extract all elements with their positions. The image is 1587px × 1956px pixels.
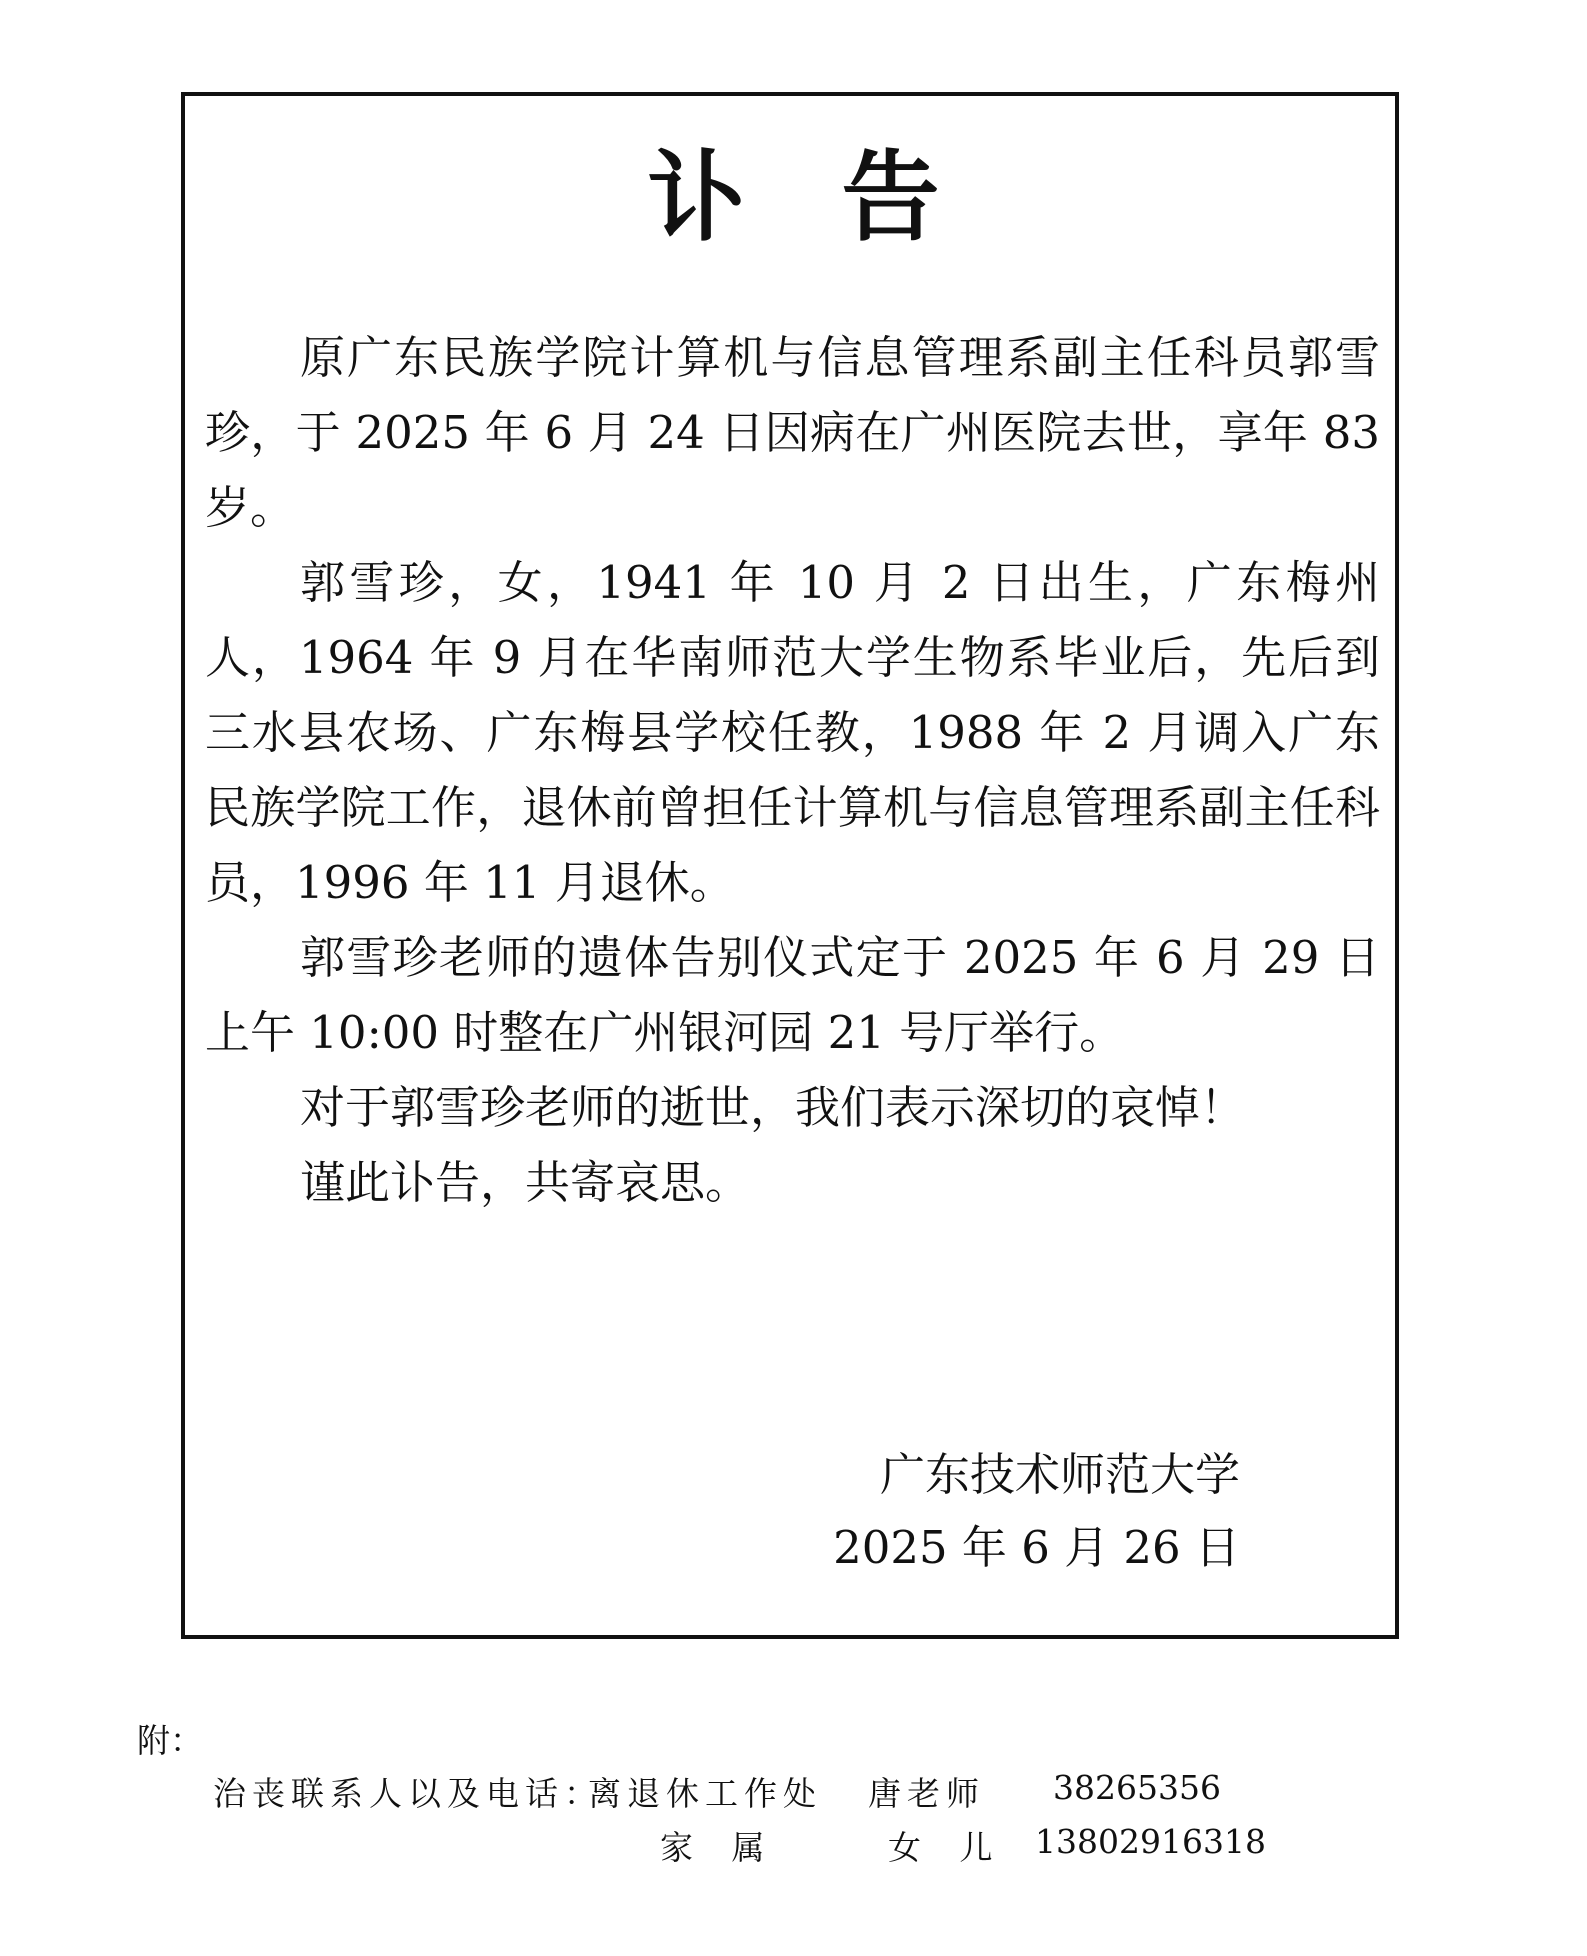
contact-person-2: 女 儿: [888, 1828, 1007, 1867]
signature-organization: 广东技术师范大学: [879, 1448, 1240, 1501]
paragraph-biography: 郭雪珍，女，1941 年 10 月 2 日出生，广东梅州人，1964 年 9 月在华南师范大学生物系毕业后，先后到三水县农场、广东梅县学校任教，1988 年 2 月调入广东民族学院工作，退休前曾担任计算机与信息管理系副主任科员，1996 年 11 月退休。: [205, 556, 1380, 909]
contact-phone-2: 13802916318: [1035, 1822, 1266, 1861]
contact-phone-1: 38265356: [1053, 1768, 1221, 1807]
contact-org-1: 离退休工作处: [588, 1774, 822, 1813]
paragraph-farewell-ceremony: 郭雪珍老师的遗体告别仪式定于 2025 年 6 月 29 日上午 10:00 时整在广州银河园 21 号厅举行。: [205, 931, 1380, 1059]
attachment-label: 附：: [137, 1721, 203, 1760]
notice-title: [0, 140, 1587, 258]
title-char-2: 告: [841, 141, 940, 255]
paragraph-condolence: 对于郭雪珍老师的逝世，我们表示深切的哀悼！: [300, 1081, 1246, 1134]
contact-person-1: 唐老师: [868, 1774, 985, 1813]
notice-body: [205, 320, 1380, 1220]
signature-date: 2025 年 6 月 26 日: [833, 1521, 1240, 1574]
contact-org-2: 家 属: [660, 1828, 779, 1867]
paragraph-death-announcement: 原广东民族学院计算机与信息管理系副主任科员郭雪珍，于 2025 年 6 月 24 日因病在广州医院去世，享年 83 岁。: [205, 331, 1380, 534]
title-char-1: 讣: [647, 141, 746, 255]
paragraph-closing: 谨此讣告，共寄哀思。: [300, 1156, 751, 1209]
contact-label: 治丧联系人以及电话：: [213, 1774, 603, 1813]
